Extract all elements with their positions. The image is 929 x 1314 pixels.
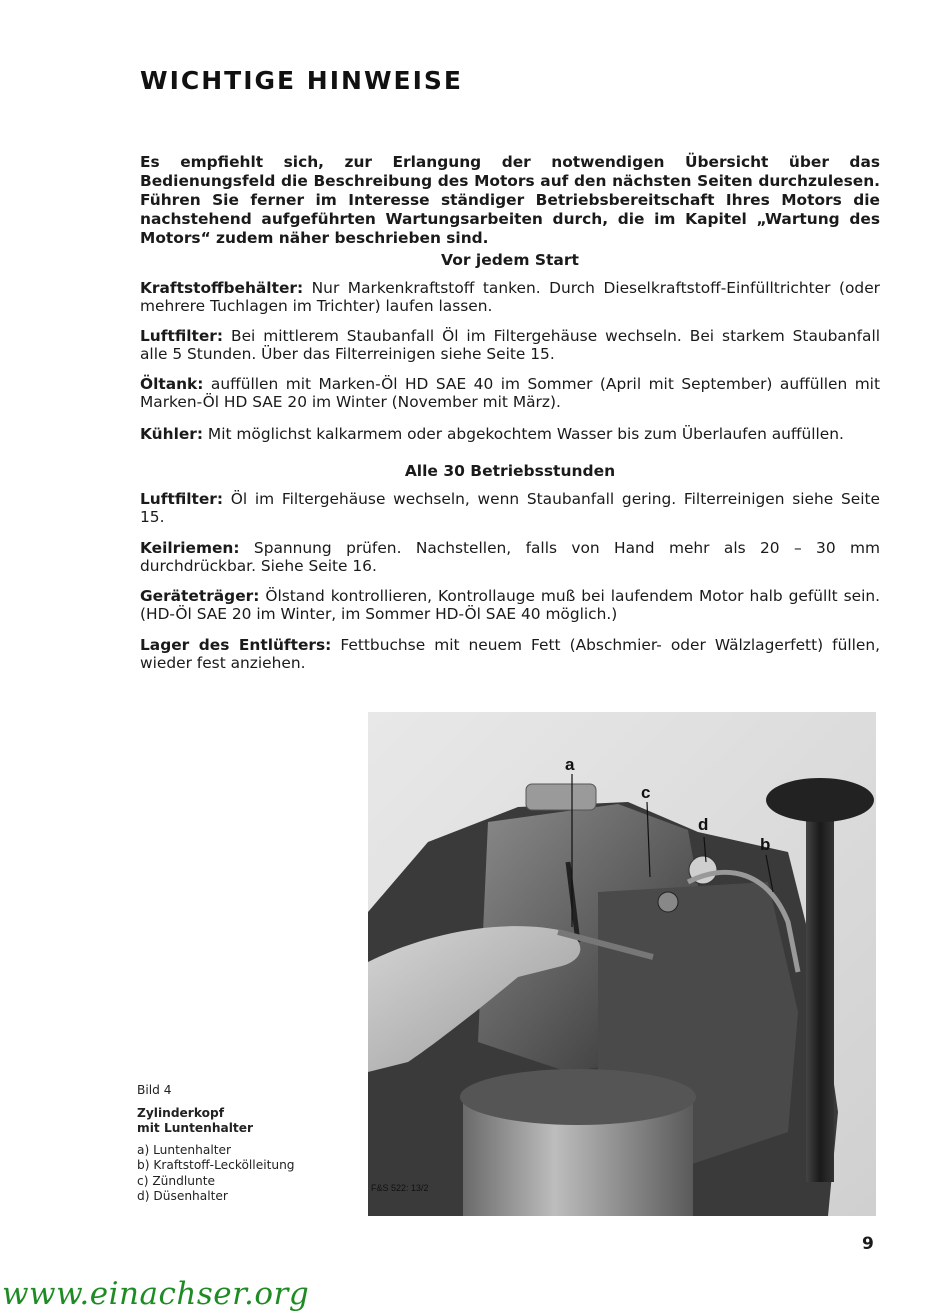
maintenance-item	[140, 425, 880, 443]
figure-title-line1: Zylinderkopf	[137, 1105, 224, 1120]
figure-label-b: b	[760, 835, 771, 854]
figure-label-a: a	[565, 755, 575, 774]
caption-item: b) Kraftstoff-Leckölleitung	[137, 1158, 295, 1172]
item-term: Keilriemen:	[140, 539, 240, 557]
page-number: 9	[862, 1234, 874, 1254]
item-text: Mit möglichst kalkarmem oder abgekochtem Wasser bis zum Überlaufen auffüllen.	[203, 425, 844, 443]
item-term: Öltank:	[140, 375, 204, 393]
figure-caption	[137, 1083, 357, 1205]
air-filter-stem	[806, 802, 834, 1182]
maintenance-item	[140, 490, 880, 526]
item-term: Geräteträger:	[140, 587, 260, 605]
item-text: auffüllen mit Marken-Öl HD SAE 40 im Sommer (April mit September) auffüllen mit Marken-Öl HD SAE 20 im Winter (November mit März).	[140, 375, 880, 411]
figure-number: Bild 4	[137, 1083, 172, 1097]
engine-photo	[368, 712, 876, 1216]
injector-nut	[658, 892, 678, 912]
item-term: Kraftstoffbehälter:	[140, 279, 304, 297]
section-heading-before-start: Vor jedem Start	[441, 251, 579, 269]
item-text: Nur Markenkraftstoff tanken. Durch Dieselkraftstoff-Einfülltrichter (oder mehrere Tuchlagen im Trichter) laufen lassen.	[140, 279, 880, 315]
item-text: Öl im Filtergehäuse wechseln, wenn Staubanfall gering. Filterreinigen siehe Seite 15.	[140, 490, 880, 526]
item-text: Bei mittlerem Staubanfall Öl im Filtergehäuse wechseln. Bei starkem Staubanfall alle 5 Stunden. Über das Filterreinigen siehe Seite 15.	[140, 327, 880, 363]
maintenance-item	[140, 587, 880, 623]
caption-item: a) Luntenhalter	[137, 1142, 231, 1157]
maintenance-item	[140, 636, 880, 672]
intro-paragraph: Es empfiehlt sich, zur Erlangung der notwendigen Übersicht über das Bedienungsfeld die Beschreibung des Motors auf den nächsten Seiten durchzulesen. Führen Sie ferner im Interesse ständiger Betriebsbereitschaft Ihres Motors die nachstehend aufgeführten Wartungsarbeiten durch, die im Kapitel „Wartung des Motors“ zudem näher beschrieben sind.	[140, 153, 880, 247]
caption-item: c) Zündlunte	[137, 1173, 215, 1188]
figure-label-c: c	[641, 783, 651, 802]
page-title: WICHTIGE HINWEISE	[140, 66, 463, 95]
maintenance-item	[140, 327, 880, 363]
filler-cap	[526, 784, 596, 810]
item-text: Fettbuchse mit neuem Fett (Abschmier- oder Wälzlagerfett) füllen, wieder fest anziehen.	[140, 636, 881, 672]
maintenance-item	[140, 539, 880, 575]
air-filter-cap	[766, 778, 874, 822]
figure-label-d: d	[698, 815, 709, 834]
item-term: Kühler:	[140, 425, 204, 443]
cylinder-top	[460, 1069, 696, 1125]
item-text: Ölstand kontrollieren, Kontrollauge muß bei laufendem Motor halb gefüllt sein. (HD-Öl SAE 20 im Winter, im Sommer HD-Öl SAE 40 möglich.)	[140, 587, 880, 623]
item-term: Luftfilter:	[140, 490, 224, 508]
figure-title-line2: mit Luntenhalter	[137, 1121, 254, 1135]
photo-code: F&S 522: 13/2	[371, 1183, 429, 1193]
item-text: Spannung prüfen. Nachstellen, falls von Hand mehr als 20 – 30 mm durchdrückbar. Siehe Seite 16.	[140, 539, 880, 575]
watermark: www.einachser.org	[2, 1276, 310, 1312]
item-term: Lager des Entlüfters:	[140, 636, 332, 654]
maintenance-item	[140, 279, 880, 315]
section-heading-30-hours: Alle 30 Betriebsstunden	[404, 462, 616, 480]
item-term: Luftfilter:	[140, 327, 224, 345]
caption-item: d) Düsenhalter	[137, 1189, 228, 1203]
maintenance-item	[140, 375, 880, 411]
